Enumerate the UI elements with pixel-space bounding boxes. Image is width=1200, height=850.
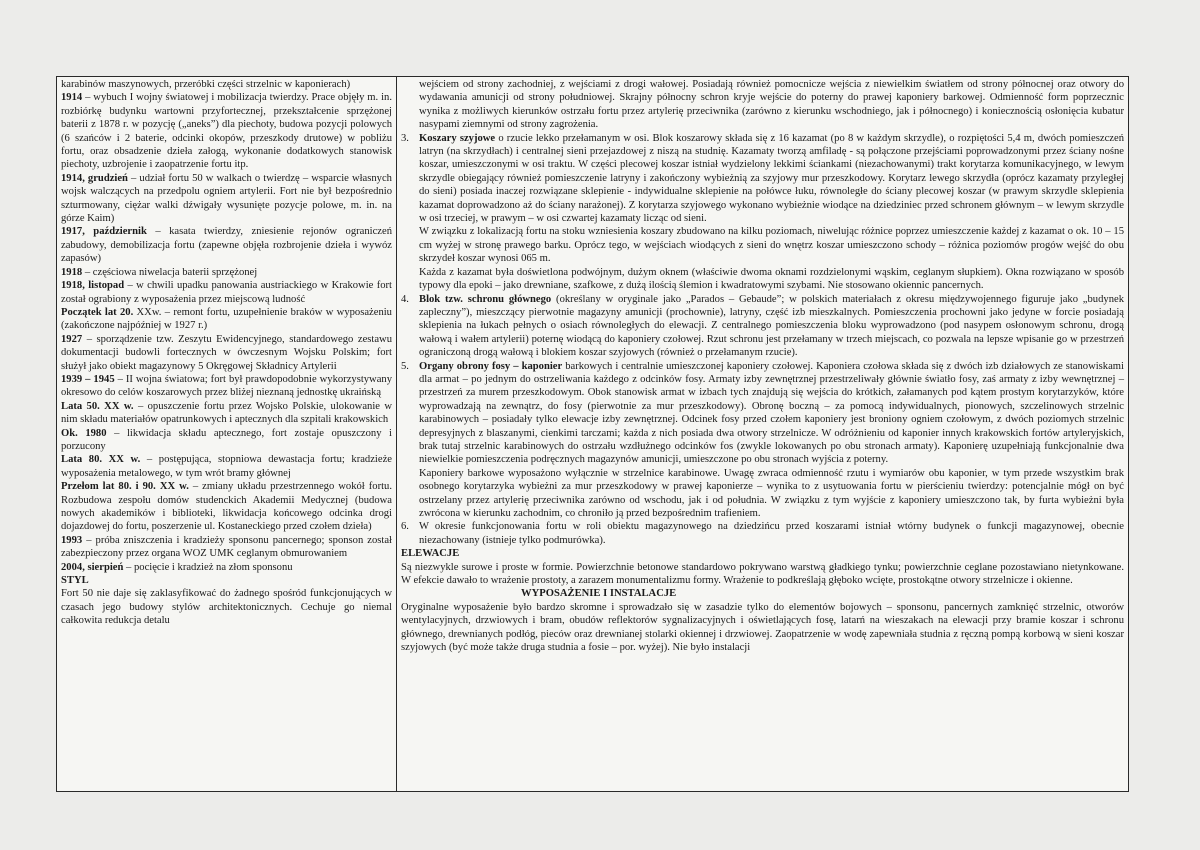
chronology-entry bbox=[61, 306, 392, 333]
entry-date: Lata 80. XX w. bbox=[61, 454, 141, 466]
chronology-entry bbox=[61, 400, 392, 427]
intro-paragraph: wejściem od strony zachodniej, z wejściami z drogi wałowej. Posiadają również pomocnicze wejścia z niewielkim światłem od strony północnej oraz otwory do wydawania amunicji od strony południowej. Skrajny północny schron kryje wejście do poterny do prawej kaponiery barkowej. Odmienność form poprzecznic wynika z możliwych kierunków ostrzału fortu przez artylerię przeciwnika (zarówno z kierunku wschodniego, jak i północnego) i koniecznością osłonięcia kubatur nasypami ziemnymi od strony zagrożenia. bbox=[419, 79, 1124, 131]
item-paragraph: Każda z kazamat była doświetlona podwójnym, dużym oknem (właściwie dwoma oknami rozdzielonymi wąskim, ceglanym słupkiem). Okna rozwiązano w sposób typowy dla epoki – jako drewniane, szafkowe, z dużą ilością ślemion i kwadratowymi szybami. Nie stosowano okiennic pancernych. bbox=[419, 266, 1124, 292]
section-heading-elewacje: ELEWACJE bbox=[401, 548, 460, 560]
section-heading-wyposazenie: WYPOSAŻENIE I INSTALACJE bbox=[521, 588, 677, 600]
numbered-item-4 bbox=[401, 293, 1124, 360]
entry-text: – wybuch I wojny światowej i mobilizacja twierdzy. Prace objęły m. in. rozbiórkę budynku wartowni przyfortecznej, przekształcenie sprzężonej baterii z 1878 r. w pozycję („aneks”) dla piechoty, budowa pozycji polowych (6 szańców i 2 baterie, odcinki okopów, przeszkody drutowe) w pobliżu fortu, oraz obsadzenie dzieła załogą, wykonanie dodatkowych stanowisk piechoty, uzbrojenie i zaopatrzenie fortu itp. bbox=[61, 92, 392, 171]
entry-text: – w chwili upadku panowania austriackiego w Krakowie fort został ograbiony z wyposażenia przez miejscową ludność bbox=[61, 280, 392, 305]
wyposazenie-text: Oryginalne wyposażenie było bardzo skromne i sprowadzało się w zasadzie tylko do elementów bojowych – sponsonu, pancernych zamknięć strzelnic, otworów wentylacyjnych, drzwiowych i bram, obudów reflektorów sygnalizacyjnych i oświetlających fosę, latarń na wieszakach na elewacji przy bramie koszar i schronu głównego, drewnianych podłóg, pieców oraz drewnianej stolarki okiennej i drzwiowej. Zaopatrzenie w wodę zapewniała studnia z ręczną pompą korbową w sieni koszar szyjowych (być może także druga studnia a fosie – por. wyżej). Nie było instalacji bbox=[401, 601, 1124, 654]
entry-date: 1993 bbox=[61, 534, 83, 546]
item-text: barkowych i centralnie umieszczonej kaponiery czołowej. Kaponiera czołowa składa się z dwóch izb działowych ze stanowiskami dla armat – po jednym do ostrzeliwania każdego z odcinków fosy. Armaty izby zewnętrznej przestrzeliwały głównie światło fosy, zaś armaty z izby wewnętrznej – przestrzeń za murem przeszkodowym. Obok stanowisk armat w izbach tych znajdują się wejścia do krótkich, załamanych pod kątem prostym korytarzyków, które wyprowadzają na zewnątrz, do fosy (pierwotnie za mur przeszkodowy). Obronę boczną – za pomocą indywidualnych, pionowych, szczelinowych strzelnic karabinowych – posiadały tylko elewacje izby zewnętrznej. Odcinek fosy przed czołem kaponiery jest broniony ogniem czołowym, z dwóch poziomych strzelnic depresyjnych z blaszanymi, cienkimi tarczami; każda z nich posiada dwa otwory strzelnicze. W odróżnieniu od kaponier innych krakowskich fortów artyleryjskich, brak tutaj strzelnic karabinowych do ostrzału wzdłużnego odcinków fos (zwykle lokowanych po obu stronach armaty). Kaponierę uzupełniają funkcjonalnie dwa niewielkie pomieszczenia podręcznych magazynów amunicji, umieszczone po obu stronach wyjścia z poterny. bbox=[419, 360, 1124, 466]
item-number: 6. bbox=[401, 521, 409, 533]
chronology-entry bbox=[61, 266, 392, 279]
item-number: 5. bbox=[401, 360, 409, 372]
chronology-entry bbox=[61, 78, 392, 91]
chronology-entry bbox=[61, 453, 392, 480]
styl-text: Fort 50 nie daje się zaklasyfikować do żadnego spośród funkcjonujących w czasach jego budowy stylów architektonicznych. Cechuje go niemal całkowita redukcja detalu bbox=[61, 588, 392, 627]
chronology-entry bbox=[61, 225, 392, 265]
item-number: 3. bbox=[401, 132, 409, 144]
item-body bbox=[419, 520, 1124, 547]
item-text: o rzucie lekko przełamanym w osi. Blok koszarowy składa się z 16 kazamat (po 8 w każdym skrzydle), o rozpiętości 5,4 m, dwóch pomieszczeń latryn (na skrzydłach) i centralnej sieni przejazdowej z niszą na studnię. Kazamaty tworzą amfiladę - są połączone przejściami poprowadzonymi przez ściany nośne koszar, umieszczonymi w osi traktu. W części plecowej koszar istniał wydzielony lekkimi ściankami (niezachowanymi) trakt korytarza komunikacyjnego, w lewym skrzydle obiegający również pomieszczenie latryny i zakończony wybieżnią za szyjowy mur przeszkodowy. Korytarz lewego skrzydła (oprócz kazamaty przyległej do sieni) posiada inaczej rozwiązane sklepienie - indywidualne sklepienie na połówce łuku, równoległe do ściany plecowej koszar (w prawym skrzydle sklepienia kazamat doprowadzono aż do ściany narażonej). Z korytarza szyjowego wykonano wybieżnie wiodące na dziedziniec przed schronem głównym – w lewym skrzydle w osi trzeciej, w prawym – w osi czwartej kazamaty licząc od sieni. bbox=[419, 132, 1124, 225]
item-title: Organy obrony fosy – kaponier bbox=[419, 360, 563, 372]
item-title: Koszary szyjowe bbox=[419, 132, 496, 144]
entry-text: – próba zniszczenia i kradzieży sponsonu pancernego; sponson został zabezpieczony przez organa WOZ UMK ceglanym obmurowaniem bbox=[61, 534, 392, 560]
item-paragraph: W okresie funkcjonowania fortu w roli obiektu magazynowego na dziedzińcu przed koszarami istniał wtórny budynek o funkcji magazynowej, obecnie niezachowany (istnieje tylko podmurówka). bbox=[419, 521, 1124, 546]
item-title: Blok tzw. schronu głównego bbox=[419, 293, 552, 305]
entry-date: 1939 – 1945 bbox=[61, 373, 115, 385]
entry-text: – pocięcie i kradzież na złom sponsonu bbox=[126, 561, 293, 573]
entry-date: Przełom lat 80. i 90. XX w. bbox=[61, 481, 189, 493]
elewacje-text: Są niezwykle surowe i proste w formie. Powierzchnie betonowe standardowo pokrywano warstwą gładkiego tynku; powierzchnie ceglane pozostawiano nietynkowane. W efekcie dawało to wrażenie prostoty, a zarazem monumentalizmu formy. Wrażenie to podkreślają głęboko wcięte, prostokątne otwory strzelnicze i okienne. bbox=[401, 561, 1124, 587]
entry-date: Początek lat 20. bbox=[61, 306, 134, 318]
chronology-entry bbox=[61, 172, 392, 226]
entry-date: Lata 50. XX w. bbox=[61, 400, 134, 412]
item-paragraph: W związku z lokalizacją fortu na stoku wzniesienia koszary zbudowano na kilku poziomach, niwelując różnice poprzez umieszczenie każdej z kazamat o ok. 10 – 15 cm wyżej w stronę prawego barku. Oprócz tego, w wejściach wiodących z sieni do wnętrz koszar umieszczono schody – różnica poziomów progów wejść do obu skrzydeł koszar wynosi 065 m. bbox=[419, 226, 1124, 265]
numbered-item-5 bbox=[401, 360, 1124, 521]
item-body bbox=[419, 293, 1124, 360]
numbered-item-3 bbox=[401, 132, 1124, 293]
entry-text: XXw. – remont fortu, uzupełnienie braków w wyposażeniu (zakończone najpóźniej w 1927 r.) bbox=[61, 306, 392, 332]
chronology-entry bbox=[61, 561, 392, 574]
entry-text: karabinów maszynowych, przeróbki części strzelnic w kaponierach) bbox=[61, 79, 351, 90]
item-paragraph bbox=[419, 132, 1124, 226]
item-number: 4. bbox=[401, 293, 409, 305]
entry-date: 2004, sierpień bbox=[61, 561, 124, 573]
item-text: (określany w oryginale jako „Parados – Gebaude”; w polskich materiałach z okresu międzywojennego figuruje jako „budynek zapleczny”), mieszczący pierwotnie magazyny amunicji (prochownie), latryny, część izb mieszkalnych. Pomieszczenia prochowni jako jedyne w forcie posiadają sklepienia na łukach pełnych o osiach równoległych do elewacji. Z centralnego pomieszczenia bloku wyprowadzono (pod nasypem osłonowym schronu, drogą wałową i wałem artylerii) poternę wiodącą do kaponiery czołowej. Rzut schronu jest przełamany w trzech miejscach, co pozwala na lepsze wpisanie go w przestrzeń ograniczoną drogą wałową i blokiem koszar szyjowych (również o przełamanym rzucie). bbox=[419, 293, 1124, 359]
numbered-item-6 bbox=[401, 520, 1124, 547]
entry-date: 1914, grudzień bbox=[61, 172, 128, 184]
entry-text: – likwidacja składu aptecznego, fort zostaje opuszczony i porzucony bbox=[61, 427, 392, 452]
entry-text: – opuszczenie fortu przez Wojsko Polskie, ulokowanie w nim składu materiałów opatrunkowych i aptecznych dla szpitali krakowskich bbox=[61, 400, 392, 426]
item-body bbox=[419, 360, 1124, 521]
entry-text: – częściowa niwelacja baterii sprzężonej bbox=[84, 266, 258, 278]
right-column bbox=[397, 77, 1128, 791]
entry-date: 1927 bbox=[61, 333, 83, 345]
section-heading-styl: STYL bbox=[61, 575, 89, 587]
entry-date: Ok. 1980 bbox=[61, 427, 107, 439]
item-paragraph: Kaponiery barkowe wyposażono wyłącznie w strzelnice karabinowe. Uwagę zwraca odmienność rzutu i wymiarów obu kaponier, w tym przede wszystkim brak osobnego korytarzyka wybieżni za mur przeszkodowy w prawej kaponierze – wynika to z usytuowania fortu w pierścieniu twierdzy: potencjalnie mógł on być ostrzelany przez artylerię przeciwnika zarówno od wschodu, jak i od południa. W związku z tym wyjście z kaponiery umieszczono tak, by furta wybieżni była zwrócona w kierunku zachodnim, co chroniło ją przed bezpośrednim trafieniem. bbox=[419, 467, 1124, 519]
chronology-entry bbox=[61, 427, 392, 454]
chronology-entry bbox=[61, 480, 392, 534]
item-paragraph bbox=[419, 293, 1124, 360]
chronology-entry bbox=[61, 279, 392, 306]
chronology-entry bbox=[61, 91, 392, 171]
document-page bbox=[56, 76, 1129, 792]
entry-date: 1918, listopad bbox=[61, 280, 125, 292]
left-column bbox=[57, 77, 397, 791]
entry-text: – sporządzenie tzw. Zeszytu Ewidencyjnego, standardowego zestawu dokumentacji budowli fortecznych w ówczesnym Wojsku Polskim; fort służył jako obiekt magazynowy 5 Okręgowej Składnicy Artylerii bbox=[61, 333, 392, 372]
item-paragraph bbox=[419, 360, 1124, 467]
chronology-entry bbox=[61, 373, 392, 400]
entry-text: – II wojna światowa; fort był prawdopodobnie wykorzystywany okresowo do celów koszarowych przez bliżej nieznaną jednostkę ukraińską bbox=[61, 373, 393, 399]
entry-text: – postępująca, stopniowa dewastacja fortu; kradzieże wyposażenia metalowego, w tym wrót bramy głównej bbox=[61, 454, 392, 479]
item-body bbox=[419, 132, 1124, 293]
chronology-entry bbox=[61, 534, 392, 561]
entry-date: 1918 bbox=[61, 266, 83, 278]
entry-date: 1914 bbox=[61, 92, 83, 104]
chronology-entry bbox=[61, 333, 392, 373]
entry-date: 1917, październik bbox=[61, 226, 147, 238]
entry-text: – udział fortu 50 w walkach o twierdzę – wsparcie własnych wojsk walczących na przedpolu ogniem artylerii. Fort nie był bezpośrednio szturmowany, ciężar walki dźwigały wysunięte pozycje polowe, m. in. na górze Kaim) bbox=[61, 172, 392, 225]
entry-text: – kasata twierdzy, zniesienie rejonów ograniczeń zabudowy, demobilizacja fortu (zapewne objęła rozbrojenie dzieła i wywóz zapasów) bbox=[61, 226, 392, 265]
entry-text: – zmiany układu przestrzennego wokół fortu. Rozbudowa zespołu domów studenckich Akademii Medycznej (budowa nowych akademików i biblioteki, likwidacja końcowego odcinka drogi dojazdowej do fortu, poszerzenie ul. Kostaneckiego przed czołem dzieła) bbox=[61, 481, 392, 533]
